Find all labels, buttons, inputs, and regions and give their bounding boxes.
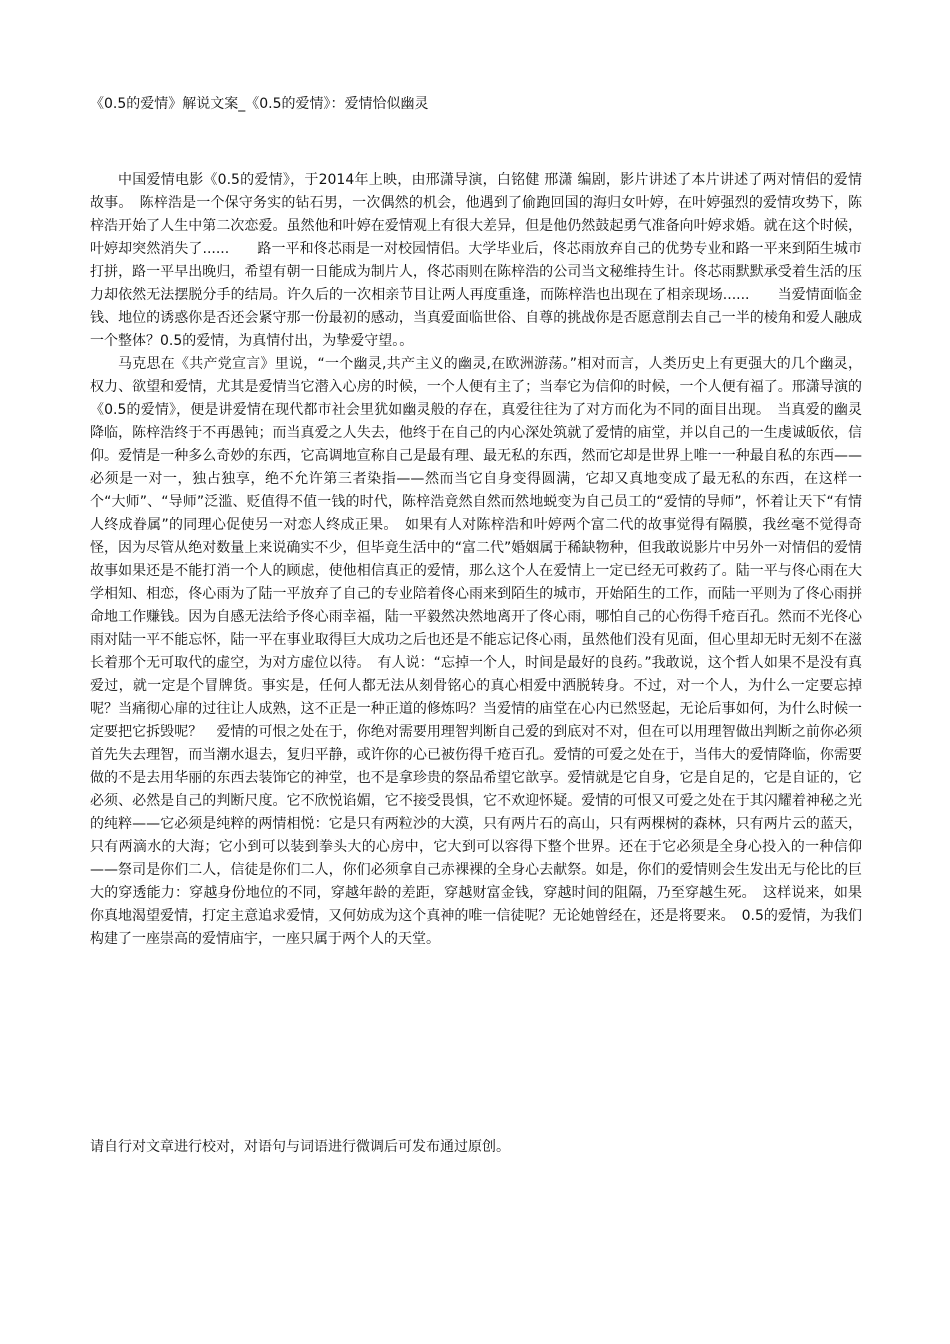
- document-title: 《0.5的爱情》解说文案_《0.5的爱情》：爱情恰似幽灵: [90, 96, 429, 112]
- article-body: [90, 169, 862, 951]
- paragraph-synopsis: 中国爱情电影《0.5的爱情》，于2014年上映，由邢潇导演，白铭健 邢潇 编剧，影片讲述了本片讲述了两对情侣的爱情故事。 陈梓浩是一个保守务实的钻石男，一次偶然的机会，他遇到了偷跑回国的海归女叶婷，在叶婷强烈的爱情攻势下，陈梓浩开始了人生中第二次恋爱。虽然他和叶婷在爱情观上有很大差异，但是他仍然鼓起勇气准备向叶婷求婚。就在这个时候，叶婷却突然消失了...... 路一平和佟芯雨是一对校园情侣。大学毕业后，佟芯雨放弃自己的优势专业和路一平来到陌生城市打拼，路一平早出晚归，希望有朝一日能成为制片人，佟芯雨则在陈梓浩的公司当文秘维持生计。佟芯雨默默承受着生活的压力却依然无法摆脱分手的结局。许久后的一次相亲节目让两人再度重逢，而陈梓浩也出现在了相亲现场...... 当爱情面临金钱、地位的诱惑你是否还会紧守那一份最初的感动，当真爱面临世俗、自尊的挑战你是否愿意削去自己一半的棱角和爱人融成一个整体？0.5的爱情，为真情付出，为挚爱守望。。: [90, 172, 862, 349]
- paragraph-commentary: 马克思在《共产党宣言》里说，“一个幽灵,共产主义的幽灵,在欧洲游荡。”相对而言，人类历史上有更强大的几个幽灵，权力、欲望和爱情，尤其是爱情当它潜入心房的时候，一个人便有主了；当奉它为信仰的时候，一个人便有福了。邢潇导演的《0.5的爱情》，便是讲爱情在现代都市社会里犹如幽灵般的存在，真爱往往为了对方而化为不同的面目出现。 当真爱的幽灵降临，陈梓浩终于不再愚钝；而当真爱之人失去，他终于在自己的内心深处筑就了爱情的庙堂，并以自己的一生虔诚皈依，信仰。爱情是一种多么奇妙的东西，它高调地宣称自己是最有理、最无私的东西，然而它却是世界上唯一一种最自私的东西——必须是一对一，独占独享，绝不允许第三者染指——然而当它自身变得圆满，它却又真地变成了最无私的东西，在这样一个“大师”、“导师”泛滥、贬值得不值一钱的时代，陈梓浩竟然自然而然地蜕变为自己员工的“爱情的导师”，怀着让天下“有情人终成眷属”的同理心促使另一对恋人终成正果。 如果有人对陈梓浩和叶婷两个富二代的故事觉得有隔膜，我丝毫不觉得奇怪，因为尽管从绝对数量上来说确实不少，但毕竟生活中的“富二代”婚姻属于稀缺物种，但我敢说影片中另外一对情侣的爱情故事如果还是不能打消一个人的顾虑，使他相信真正的爱情，那么这个人在爱情上一定已经无可救药了。陆一平与佟心雨在大学相知、相恋，佟心雨为了陆一平放弃了自己的专业陪着佟心雨来到陌生的城市，开始陌生的工作，而陆一平则为了佟心雨拼命地工作赚钱。因为自感无法给予佟心雨幸福，陆一平毅然决然地离开了佟心雨，哪怕自己的心伤得千疮百孔。然而不光佟心雨对陆一平不能忘怀，陆一平在事业取得巨大成功之后也还是不能忘记佟心雨，虽然他们没有见面，但心里却无时无刻不在滋长着那个无可取代的虚空，为对方虚位以待。 有人说：“忘掉一个人，时间是最好的良药。”我敢说，这个哲人如果不是没有真爱过，就一定是个冒牌货。事实是，任何人都无法从刻骨铭心的真心相爱中洒脱转身。不过，对一个人，为什么一定要忘掉呢？当痛彻心扉的过往让人成熟，这不正是一种正道的修炼吗？当爱情的庙堂在心内已然竖起，无论后事如何，为什么时候一定要把它拆毁呢？ 爱情的可恨之处在于，你绝对需要用理智判断自己爱的到底对不对，但在可以用理智做出判断之前你必须首先失去理智，而当潮水退去，复归平静，或许你的心已被伤得千疮百孔。爱情的可爱之处在于，当伟大的爱情降临，你需要做的不是去用华丽的东西去装饰它的神堂，也不是拿珍贵的祭品希望它歆享。爱情就是它自身，它是自足的，它是自证的，它必须、必然是自己的判断尺度。它不欣悦谄媚，它不接受畏惧，它不欢迎怀疑。爱情的可恨又可爱之处在于其闪耀着神秘之光的纯粹——它必须是纯粹的两情相悦：它是只有两粒沙的大漠，只有两片石的高山，只有两棵树的森林，只有两片云的蓝天，只有两滴水的大海；它小到可以装到拳头大的心房中，它大到可以容得下整个世界。还在于它必须是全身心投入的一种信仰——祭司是你们二人，信徒是你们二人，你们必须拿自己赤裸裸的全身心去献祭。如是，你们的爱情则会生发出无与伦比的巨大的穿透能力：穿越身份地位的不同，穿越年龄的差距，穿越财富金钱，穿越时间的阻隔，乃至穿越生死。 这样说来，如果你真地渴望爱情，打定主意追求爱情，又何妨成为这个真神的唯一信徒呢？无论她曾经在，还是将要来。 0.5的爱情，为我们构建了一座崇高的爱情庙宇，一座只属于两个人的天堂。: [90, 356, 862, 947]
- proofreading-note: 请自行对文章进行校对，对语句与词语进行微调后可发布通过原创。: [90, 1139, 510, 1155]
